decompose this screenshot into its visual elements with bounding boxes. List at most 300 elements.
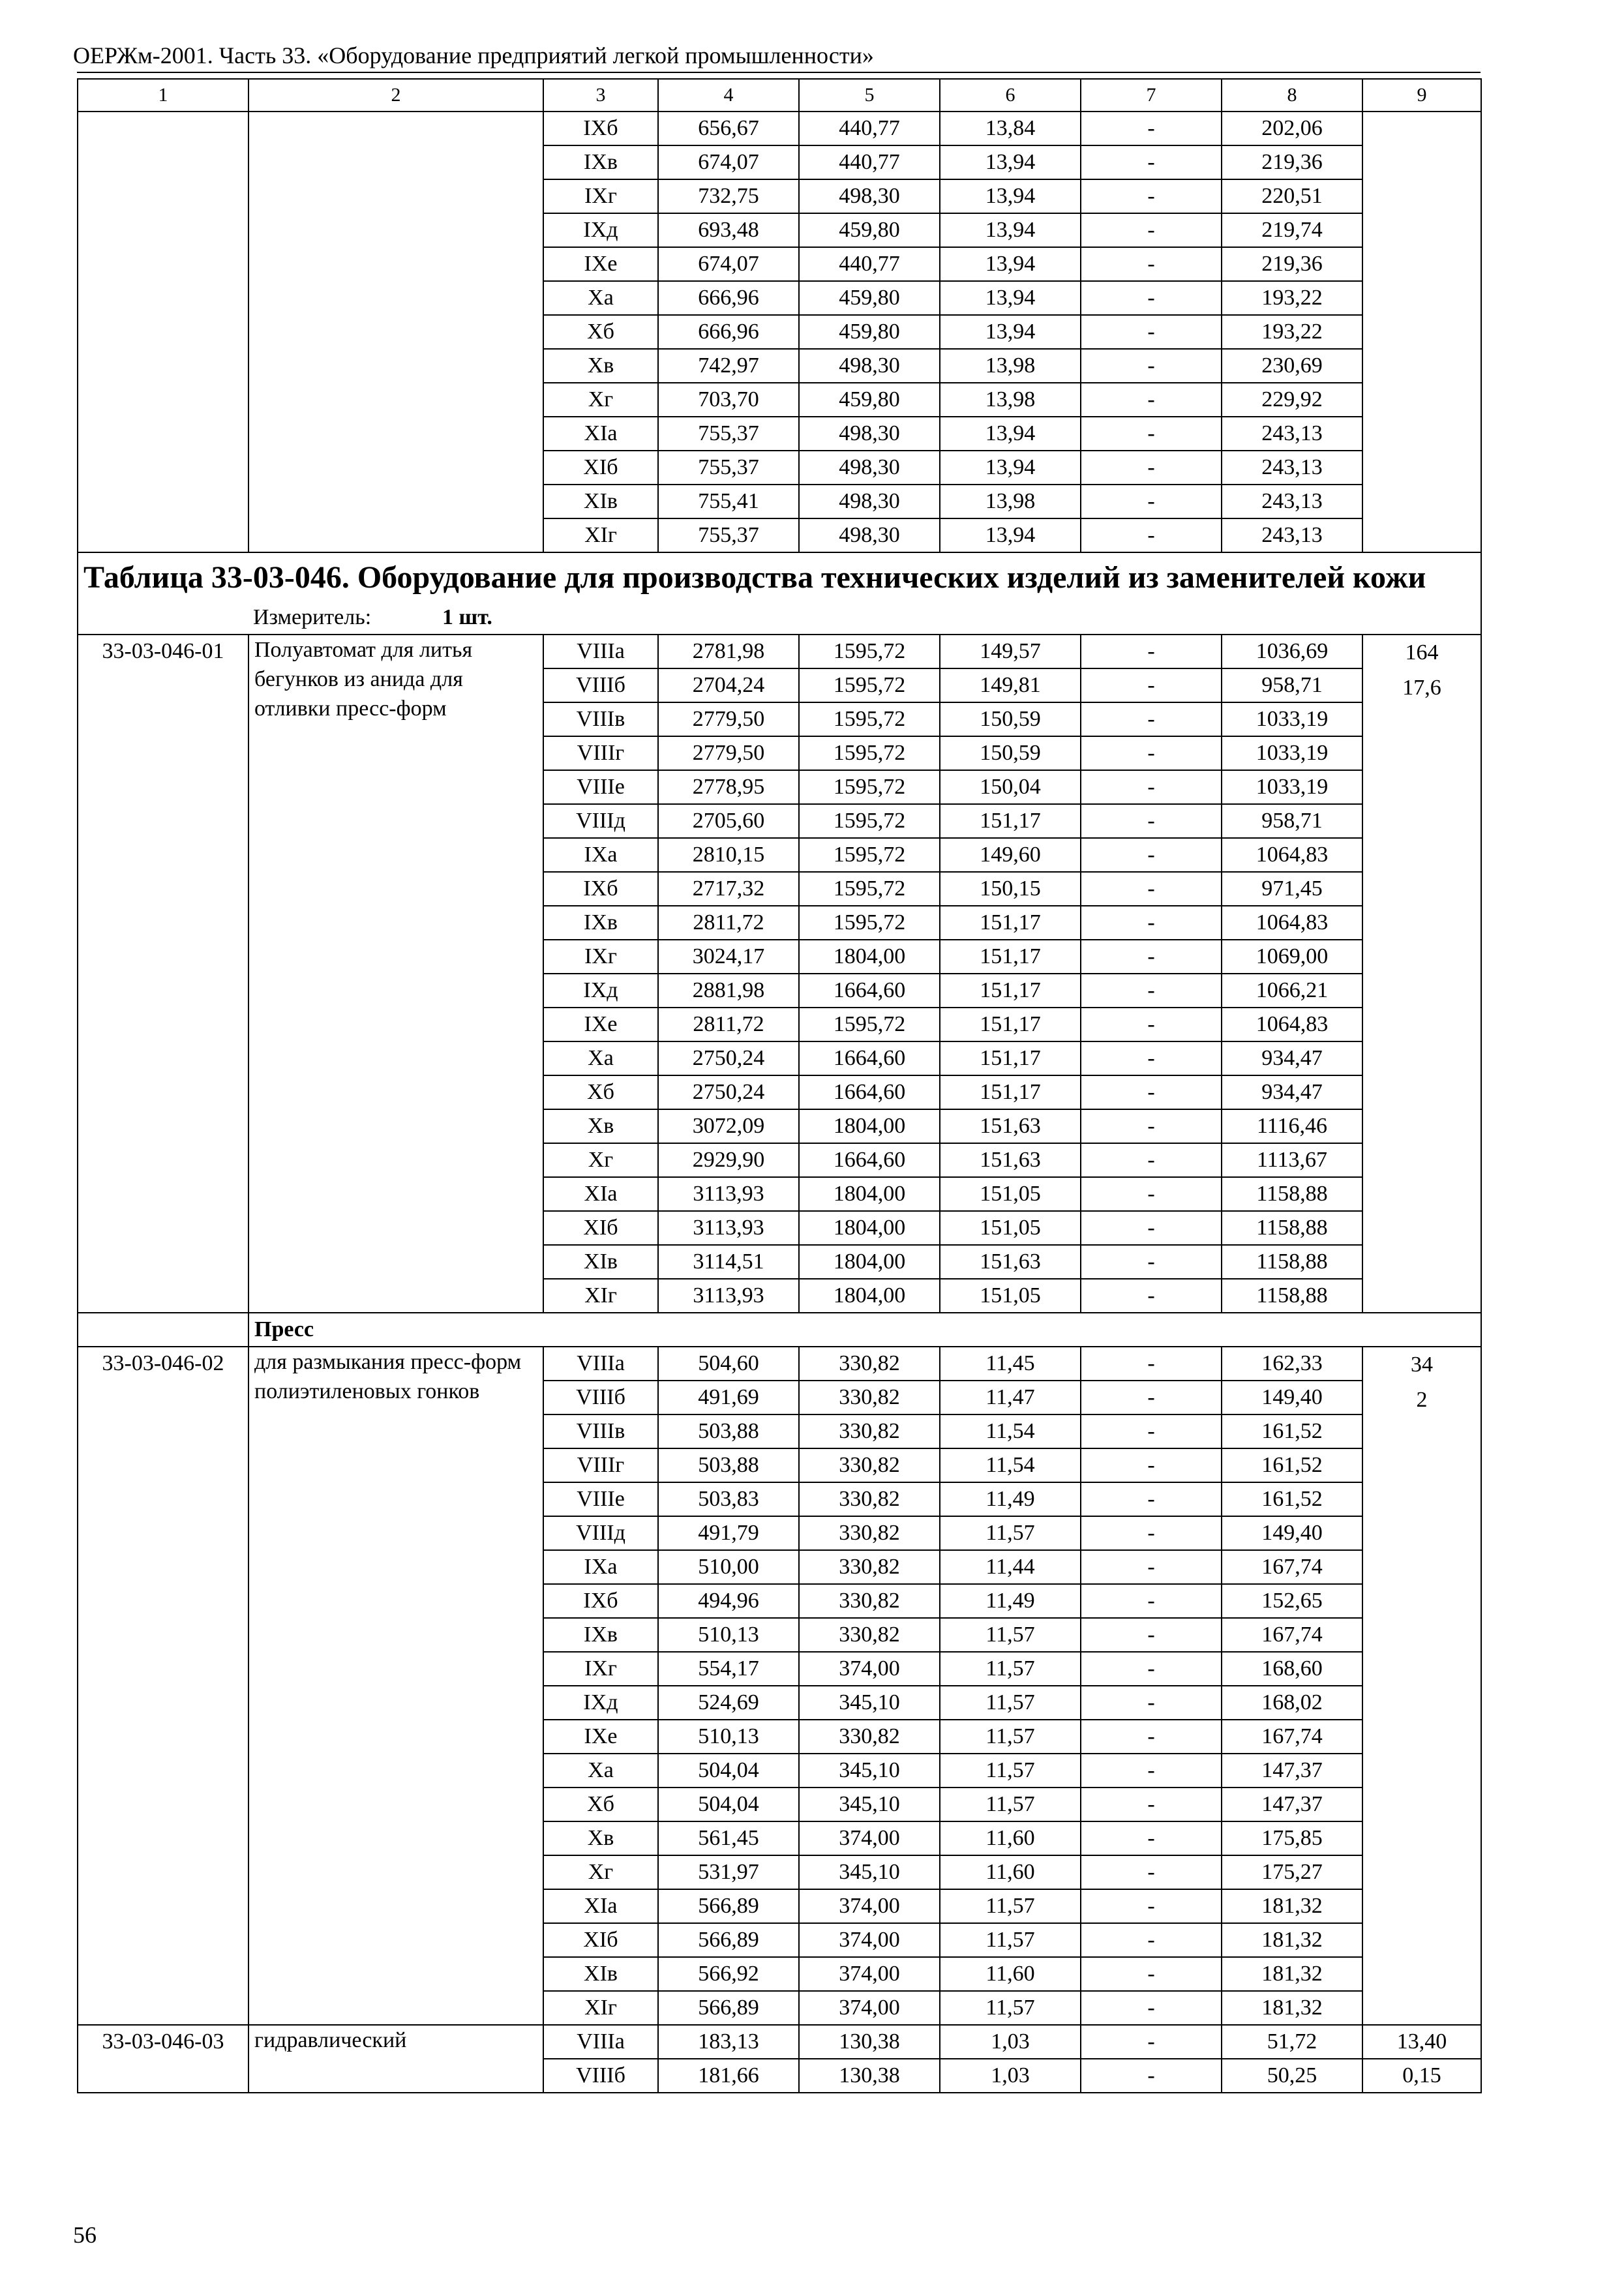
total-cost-cell: 2717,32 bbox=[658, 872, 799, 906]
total-cost-cell: 2750,24 bbox=[658, 1041, 799, 1075]
total-cost-cell: 561,45 bbox=[658, 1821, 799, 1855]
machine-operation-cell: 1,03 bbox=[940, 2059, 1081, 2093]
materials-cell: 1158,88 bbox=[1222, 1279, 1362, 1313]
machine-operation-cell: 13,94 bbox=[940, 281, 1081, 315]
machinist-wages-cell: - bbox=[1081, 485, 1222, 518]
materials-cell: 181,32 bbox=[1222, 1991, 1362, 2025]
machinist-wages-cell: - bbox=[1081, 1414, 1222, 1448]
machinist-wages-cell: - bbox=[1081, 1075, 1222, 1109]
machinist-wages-cell: - bbox=[1081, 906, 1222, 940]
wages-cell: 459,80 bbox=[799, 213, 940, 247]
machinist-wages-cell: - bbox=[1081, 1448, 1222, 1482]
materials-cell: 167,74 bbox=[1222, 1618, 1362, 1652]
materials-cell: 243,13 bbox=[1222, 485, 1362, 518]
machinist-wages-cell: - bbox=[1081, 281, 1222, 315]
total-cost-cell: 510,13 bbox=[658, 1618, 799, 1652]
wages-cell: 1595,72 bbox=[799, 635, 940, 668]
region-code-cell: VIIIе bbox=[543, 770, 658, 804]
total-cost-cell: 693,48 bbox=[658, 213, 799, 247]
machinist-wages-cell: - bbox=[1081, 179, 1222, 213]
machine-operation-cell: 11,57 bbox=[940, 1889, 1081, 1923]
materials-cell: 181,32 bbox=[1222, 1923, 1362, 1957]
machinist-wages-cell: - bbox=[1081, 145, 1222, 179]
total-cost-cell: 2881,98 bbox=[658, 974, 799, 1008]
wages-cell: 498,30 bbox=[799, 349, 940, 383]
wages-cell: 374,00 bbox=[799, 1957, 940, 1991]
machine-operation-cell: 11,60 bbox=[940, 1957, 1081, 1991]
wages-cell: 345,10 bbox=[799, 1855, 940, 1889]
machine-operation-cell: 11,49 bbox=[940, 1482, 1081, 1516]
machine-operation-cell: 151,17 bbox=[940, 804, 1081, 838]
table-title: Таблица 33-03-046. Оборудование для производства технических изделий из заменителей кожи bbox=[83, 560, 1426, 595]
machine-operation-cell: 11,57 bbox=[940, 1618, 1081, 1652]
wages-cell: 498,30 bbox=[799, 451, 940, 485]
wages-cell: 459,80 bbox=[799, 383, 940, 417]
region-code-cell: IXг bbox=[543, 1652, 658, 1686]
total-cost-cell: 656,67 bbox=[658, 112, 799, 145]
region-code-cell: Xв bbox=[543, 1821, 658, 1855]
region-code-cell: XIг bbox=[543, 518, 658, 552]
total-cost-cell: 2811,72 bbox=[658, 1008, 799, 1041]
code-cell bbox=[78, 112, 248, 552]
total-cost-cell: 491,69 bbox=[658, 1381, 799, 1414]
total-cost-cell: 3072,09 bbox=[658, 1109, 799, 1143]
machine-operation-cell: 11,47 bbox=[940, 1381, 1081, 1414]
total-cost-cell: 2810,15 bbox=[658, 838, 799, 872]
machine-operation-cell: 151,63 bbox=[940, 1109, 1081, 1143]
page-number: 56 bbox=[73, 2222, 97, 2248]
wages-cell: 1595,72 bbox=[799, 668, 940, 702]
region-code-cell: VIIIа bbox=[543, 1347, 658, 1381]
wages-cell: 1595,72 bbox=[799, 804, 940, 838]
materials-cell: 1158,88 bbox=[1222, 1211, 1362, 1245]
region-code-cell: Xв bbox=[543, 1109, 658, 1143]
region-code-cell: VIIIд bbox=[543, 804, 658, 838]
total-cost-cell: 181,66 bbox=[658, 2059, 799, 2093]
machinist-wages-cell: - bbox=[1081, 349, 1222, 383]
region-code-cell: XIа bbox=[543, 417, 658, 451]
machinist-wages-cell: - bbox=[1081, 804, 1222, 838]
machinist-wages-cell: - bbox=[1081, 872, 1222, 906]
column-number: 9 bbox=[1362, 79, 1481, 112]
machine-operation-cell: 151,17 bbox=[940, 974, 1081, 1008]
machinist-wages-cell: - bbox=[1081, 1686, 1222, 1720]
machinist-wages-cell: - bbox=[1081, 1923, 1222, 1957]
materials-cell: 175,85 bbox=[1222, 1821, 1362, 1855]
wages-cell: 374,00 bbox=[799, 1821, 940, 1855]
machine-operation-cell: 151,05 bbox=[940, 1211, 1081, 1245]
materials-cell: 1113,67 bbox=[1222, 1143, 1362, 1177]
col9-value: 164 bbox=[1405, 640, 1439, 665]
region-code-cell: XIг bbox=[543, 1279, 658, 1313]
machine-operation-cell: 11,57 bbox=[940, 1991, 1081, 2025]
region-code-cell: Xб bbox=[543, 315, 658, 349]
machine-operation-cell: 11,49 bbox=[940, 1584, 1081, 1618]
region-code-cell: IXв bbox=[543, 145, 658, 179]
table-row bbox=[78, 635, 1481, 668]
wages-cell: 1595,72 bbox=[799, 702, 940, 736]
machine-operation-cell: 11,54 bbox=[940, 1414, 1081, 1448]
item-description: гидравлический bbox=[248, 2025, 543, 2093]
region-code-cell: IXе bbox=[543, 1008, 658, 1041]
total-cost-cell: 674,07 bbox=[658, 247, 799, 281]
section-label: Пресс bbox=[248, 1313, 1481, 1347]
total-cost-cell: 510,13 bbox=[658, 1720, 799, 1754]
total-cost-cell: 2779,50 bbox=[658, 736, 799, 770]
total-cost-cell: 503,88 bbox=[658, 1414, 799, 1448]
machinist-wages-cell: - bbox=[1081, 1855, 1222, 1889]
total-cost-cell: 755,37 bbox=[658, 417, 799, 451]
materials-cell: 149,40 bbox=[1222, 1516, 1362, 1550]
item-description: Полуавтомат для литья бегунков из анида для отливки пресс-форм bbox=[248, 635, 543, 1313]
materials-cell: 168,60 bbox=[1222, 1652, 1362, 1686]
materials-cell: 149,40 bbox=[1222, 1381, 1362, 1414]
column-number: 6 bbox=[940, 79, 1081, 112]
region-code-cell: IXв bbox=[543, 906, 658, 940]
materials-cell: 1158,88 bbox=[1222, 1177, 1362, 1211]
materials-cell: 161,52 bbox=[1222, 1414, 1362, 1448]
wages-cell: 498,30 bbox=[799, 485, 940, 518]
region-code-cell: IXд bbox=[543, 213, 658, 247]
machinist-wages-cell: - bbox=[1081, 1584, 1222, 1618]
region-code-cell: Xг bbox=[543, 1855, 658, 1889]
machine-operation-cell: 13,98 bbox=[940, 485, 1081, 518]
materials-cell: 152,65 bbox=[1222, 1584, 1362, 1618]
machine-operation-cell: 13,94 bbox=[940, 213, 1081, 247]
wages-cell: 330,82 bbox=[799, 1414, 940, 1448]
total-cost-cell: 503,88 bbox=[658, 1448, 799, 1482]
materials-cell: 1033,19 bbox=[1222, 702, 1362, 736]
region-code-cell: Xа bbox=[543, 1754, 658, 1788]
machine-operation-cell: 150,59 bbox=[940, 702, 1081, 736]
machinist-wages-cell: - bbox=[1081, 1720, 1222, 1754]
materials-cell: 181,32 bbox=[1222, 1889, 1362, 1923]
wages-cell: 459,80 bbox=[799, 315, 940, 349]
materials-cell: 229,92 bbox=[1222, 383, 1362, 417]
materials-cell: 167,74 bbox=[1222, 1720, 1362, 1754]
materials-cell: 971,45 bbox=[1222, 872, 1362, 906]
machine-operation-cell: 1,03 bbox=[940, 2025, 1081, 2059]
region-code-cell: IXа bbox=[543, 1550, 658, 1584]
machine-operation-cell: 11,57 bbox=[940, 1720, 1081, 1754]
region-code-cell: VIIIд bbox=[543, 1516, 658, 1550]
region-code-cell: VIIIв bbox=[543, 1414, 658, 1448]
materials-cell: 958,71 bbox=[1222, 804, 1362, 838]
wages-cell: 1664,60 bbox=[799, 1041, 940, 1075]
description-cell bbox=[248, 112, 543, 552]
materials-cell: 167,74 bbox=[1222, 1550, 1362, 1584]
materials-cell: 181,32 bbox=[1222, 1957, 1362, 1991]
materials-cell: 161,52 bbox=[1222, 1482, 1362, 1516]
machinist-wages-cell: - bbox=[1081, 736, 1222, 770]
machinist-wages-cell: - bbox=[1081, 1177, 1222, 1211]
materials-cell: 161,52 bbox=[1222, 1448, 1362, 1482]
machine-operation-cell: 11,57 bbox=[940, 1788, 1081, 1821]
col9-cell bbox=[1362, 1347, 1481, 2025]
column-number: 4 bbox=[658, 79, 799, 112]
materials-cell: 175,27 bbox=[1222, 1855, 1362, 1889]
total-cost-cell: 566,92 bbox=[658, 1957, 799, 1991]
machinist-wages-cell: - bbox=[1081, 1041, 1222, 1075]
region-code-cell: XIа bbox=[543, 1889, 658, 1923]
total-cost-cell: 566,89 bbox=[658, 1991, 799, 2025]
total-cost-cell: 504,04 bbox=[658, 1788, 799, 1821]
region-code-cell: IXб bbox=[543, 112, 658, 145]
machinist-wages-cell: - bbox=[1081, 383, 1222, 417]
total-cost-cell: 566,89 bbox=[658, 1889, 799, 1923]
wages-cell: 498,30 bbox=[799, 417, 940, 451]
total-cost-cell: 503,83 bbox=[658, 1482, 799, 1516]
item-code: 33-03-046-03 bbox=[78, 2025, 248, 2093]
total-cost-cell: 2929,90 bbox=[658, 1143, 799, 1177]
materials-cell: 219,36 bbox=[1222, 145, 1362, 179]
machine-operation-cell: 150,59 bbox=[940, 736, 1081, 770]
region-code-cell: VIIIг bbox=[543, 736, 658, 770]
machine-operation-cell: 13,98 bbox=[940, 383, 1081, 417]
total-cost-cell: 494,96 bbox=[658, 1584, 799, 1618]
total-cost-cell: 531,97 bbox=[658, 1855, 799, 1889]
total-cost-cell: 183,13 bbox=[658, 2025, 799, 2059]
materials-cell: 147,37 bbox=[1222, 1788, 1362, 1821]
item-code: 33-03-046-01 bbox=[78, 635, 248, 1313]
materials-cell: 219,74 bbox=[1222, 213, 1362, 247]
machinist-wages-cell: - bbox=[1081, 1618, 1222, 1652]
region-code-cell: IXд bbox=[543, 1686, 658, 1720]
total-cost-cell: 703,70 bbox=[658, 383, 799, 417]
total-cost-cell: 2778,95 bbox=[658, 770, 799, 804]
total-cost-cell: 566,89 bbox=[658, 1923, 799, 1957]
wages-cell: 1804,00 bbox=[799, 1279, 940, 1313]
extra-cell: 13,40 bbox=[1362, 2025, 1481, 2059]
machine-operation-cell: 149,60 bbox=[940, 838, 1081, 872]
machinist-wages-cell: - bbox=[1081, 518, 1222, 552]
wages-cell: 330,82 bbox=[799, 1550, 940, 1584]
total-cost-cell: 742,97 bbox=[658, 349, 799, 383]
machine-operation-cell: 11,57 bbox=[940, 1652, 1081, 1686]
region-code-cell: XIа bbox=[543, 1177, 658, 1211]
region-code-cell: VIIIа bbox=[543, 2025, 658, 2059]
machine-operation-cell: 13,94 bbox=[940, 315, 1081, 349]
machine-operation-cell: 151,05 bbox=[940, 1279, 1081, 1313]
wages-cell: 345,10 bbox=[799, 1686, 940, 1720]
wages-cell: 345,10 bbox=[799, 1788, 940, 1821]
total-cost-cell: 674,07 bbox=[658, 145, 799, 179]
total-cost-cell: 755,37 bbox=[658, 451, 799, 485]
machine-operation-cell: 150,04 bbox=[940, 770, 1081, 804]
machine-operation-cell: 13,98 bbox=[940, 349, 1081, 383]
region-code-cell: XIв bbox=[543, 1245, 658, 1279]
machinist-wages-cell: - bbox=[1081, 451, 1222, 485]
total-cost-cell: 504,60 bbox=[658, 1347, 799, 1381]
wages-cell: 130,38 bbox=[799, 2025, 940, 2059]
materials-cell: 958,71 bbox=[1222, 668, 1362, 702]
machinist-wages-cell: - bbox=[1081, 1381, 1222, 1414]
machine-operation-cell: 11,57 bbox=[940, 1754, 1081, 1788]
machine-operation-cell: 149,81 bbox=[940, 668, 1081, 702]
wages-cell: 1595,72 bbox=[799, 838, 940, 872]
machine-operation-cell: 151,17 bbox=[940, 1008, 1081, 1041]
machine-operation-cell: 11,60 bbox=[940, 1855, 1081, 1889]
wages-cell: 1804,00 bbox=[799, 1211, 940, 1245]
machine-operation-cell: 13,94 bbox=[940, 247, 1081, 281]
wages-cell: 440,77 bbox=[799, 112, 940, 145]
machinist-wages-cell: - bbox=[1081, 1143, 1222, 1177]
region-code-cell: IXа bbox=[543, 838, 658, 872]
table-row bbox=[78, 112, 1481, 145]
materials-cell: 193,22 bbox=[1222, 315, 1362, 349]
materials-cell: 1033,19 bbox=[1222, 736, 1362, 770]
table-caption bbox=[78, 552, 1481, 635]
machine-operation-cell: 13,94 bbox=[940, 518, 1081, 552]
col9-cell bbox=[1362, 112, 1481, 552]
total-cost-cell: 2705,60 bbox=[658, 804, 799, 838]
machinist-wages-cell: - bbox=[1081, 635, 1222, 668]
materials-cell: 1116,46 bbox=[1222, 1109, 1362, 1143]
machinist-wages-cell: - bbox=[1081, 770, 1222, 804]
wages-cell: 374,00 bbox=[799, 1923, 940, 1957]
region-code-cell: XIб bbox=[543, 451, 658, 485]
region-code-cell: IXв bbox=[543, 1618, 658, 1652]
machinist-wages-cell: - bbox=[1081, 1821, 1222, 1855]
region-code-cell: XIв bbox=[543, 485, 658, 518]
materials-cell: 243,13 bbox=[1222, 417, 1362, 451]
column-number: 2 bbox=[248, 79, 543, 112]
machinist-wages-cell: - bbox=[1081, 1550, 1222, 1584]
total-cost-cell: 554,17 bbox=[658, 1652, 799, 1686]
wages-cell: 330,82 bbox=[799, 1584, 940, 1618]
machine-operation-cell: 11,57 bbox=[940, 1923, 1081, 1957]
machinist-wages-cell: - bbox=[1081, 702, 1222, 736]
machinist-wages-cell: - bbox=[1081, 1889, 1222, 1923]
total-cost-cell: 755,37 bbox=[658, 518, 799, 552]
materials-cell: 243,13 bbox=[1222, 518, 1362, 552]
column-number: 5 bbox=[799, 79, 940, 112]
total-cost-cell: 2811,72 bbox=[658, 906, 799, 940]
total-cost-cell: 2704,24 bbox=[658, 668, 799, 702]
wages-cell: 1804,00 bbox=[799, 940, 940, 974]
region-code-cell: Xг bbox=[543, 1143, 658, 1177]
machinist-wages-cell: - bbox=[1081, 1516, 1222, 1550]
materials-cell: 1064,83 bbox=[1222, 838, 1362, 872]
col9-cell bbox=[1362, 635, 1481, 1313]
wages-cell: 374,00 bbox=[799, 1991, 940, 2025]
wages-cell: 459,80 bbox=[799, 281, 940, 315]
machinist-wages-cell: - bbox=[1081, 1957, 1222, 1991]
region-code-cell: IXб bbox=[543, 1584, 658, 1618]
rates-table bbox=[77, 78, 1482, 2093]
machine-operation-cell: 11,57 bbox=[940, 1516, 1081, 1550]
section-empty-cell bbox=[78, 1313, 248, 1347]
column-number: 7 bbox=[1081, 79, 1222, 112]
materials-cell: 243,13 bbox=[1222, 451, 1362, 485]
machinist-wages-cell: - bbox=[1081, 315, 1222, 349]
machinist-wages-cell: - bbox=[1081, 1211, 1222, 1245]
column-number: 3 bbox=[543, 79, 658, 112]
region-code-cell: XIб bbox=[543, 1211, 658, 1245]
total-cost-cell: 732,75 bbox=[658, 179, 799, 213]
total-cost-cell: 524,69 bbox=[658, 1686, 799, 1720]
machine-operation-cell: 13,94 bbox=[940, 451, 1081, 485]
materials-cell: 934,47 bbox=[1222, 1041, 1362, 1075]
machinist-wages-cell: - bbox=[1081, 1991, 1222, 2025]
materials-cell: 51,72 bbox=[1222, 2025, 1362, 2059]
machinist-wages-cell: - bbox=[1081, 112, 1222, 145]
machine-operation-cell: 11,45 bbox=[940, 1347, 1081, 1381]
region-code-cell: IXе bbox=[543, 1720, 658, 1754]
machinist-wages-cell: - bbox=[1081, 1279, 1222, 1313]
region-code-cell: IXг bbox=[543, 179, 658, 213]
column-number: 1 bbox=[78, 79, 248, 112]
machinist-wages-cell: - bbox=[1081, 2059, 1222, 2093]
item-code: 33-03-046-02 bbox=[78, 1347, 248, 2025]
wages-cell: 1664,60 bbox=[799, 1143, 940, 1177]
materials-cell: 193,22 bbox=[1222, 281, 1362, 315]
unit-value: 1 шт. bbox=[442, 605, 492, 629]
region-code-cell: VIIIб bbox=[543, 2059, 658, 2093]
wages-cell: 1595,72 bbox=[799, 770, 940, 804]
wages-cell: 130,38 bbox=[799, 2059, 940, 2093]
total-cost-cell: 510,00 bbox=[658, 1550, 799, 1584]
machinist-wages-cell: - bbox=[1081, 974, 1222, 1008]
machinist-wages-cell: - bbox=[1081, 417, 1222, 451]
col9-value: 2 bbox=[1416, 1388, 1428, 1412]
region-code-cell: IXе bbox=[543, 247, 658, 281]
wages-cell: 440,77 bbox=[799, 247, 940, 281]
column-number: 8 bbox=[1222, 79, 1362, 112]
region-code-cell: Xа bbox=[543, 1041, 658, 1075]
wages-cell: 1664,60 bbox=[799, 974, 940, 1008]
materials-cell: 1033,19 bbox=[1222, 770, 1362, 804]
machinist-wages-cell: - bbox=[1081, 1788, 1222, 1821]
machinist-wages-cell: - bbox=[1081, 838, 1222, 872]
wages-cell: 1804,00 bbox=[799, 1245, 940, 1279]
machinist-wages-cell: - bbox=[1081, 940, 1222, 974]
header-rule bbox=[77, 72, 1481, 73]
total-cost-cell: 504,04 bbox=[658, 1754, 799, 1788]
region-code-cell: VIIIб bbox=[543, 1381, 658, 1414]
wages-cell: 330,82 bbox=[799, 1720, 940, 1754]
machine-operation-cell: 13,84 bbox=[940, 112, 1081, 145]
materials-cell: 50,25 bbox=[1222, 2059, 1362, 2093]
region-code-cell: XIв bbox=[543, 1957, 658, 1991]
wages-cell: 1595,72 bbox=[799, 736, 940, 770]
total-cost-cell: 755,41 bbox=[658, 485, 799, 518]
region-code-cell: Xв bbox=[543, 349, 658, 383]
region-code-cell: VIIIе bbox=[543, 1482, 658, 1516]
wages-cell: 1595,72 bbox=[799, 1008, 940, 1041]
materials-cell: 168,02 bbox=[1222, 1686, 1362, 1720]
table-row bbox=[78, 2025, 1481, 2059]
region-code-cell: IXб bbox=[543, 872, 658, 906]
wages-cell: 1804,00 bbox=[799, 1109, 940, 1143]
section-row bbox=[78, 1313, 1481, 1347]
machine-operation-cell: 151,17 bbox=[940, 940, 1081, 974]
machine-operation-cell: 151,17 bbox=[940, 1041, 1081, 1075]
wages-cell: 330,82 bbox=[799, 1516, 940, 1550]
machine-operation-cell: 151,17 bbox=[940, 1075, 1081, 1109]
materials-cell: 202,06 bbox=[1222, 112, 1362, 145]
total-cost-cell: 666,96 bbox=[658, 281, 799, 315]
region-code-cell: VIIIа bbox=[543, 635, 658, 668]
wages-cell: 345,10 bbox=[799, 1754, 940, 1788]
machine-operation-cell: 150,15 bbox=[940, 872, 1081, 906]
region-code-cell: IXг bbox=[543, 940, 658, 974]
total-cost-cell: 2779,50 bbox=[658, 702, 799, 736]
materials-cell: 147,37 bbox=[1222, 1754, 1362, 1788]
machine-operation-cell: 149,57 bbox=[940, 635, 1081, 668]
wages-cell: 374,00 bbox=[799, 1652, 940, 1686]
region-code-cell: XIг bbox=[543, 1991, 658, 2025]
